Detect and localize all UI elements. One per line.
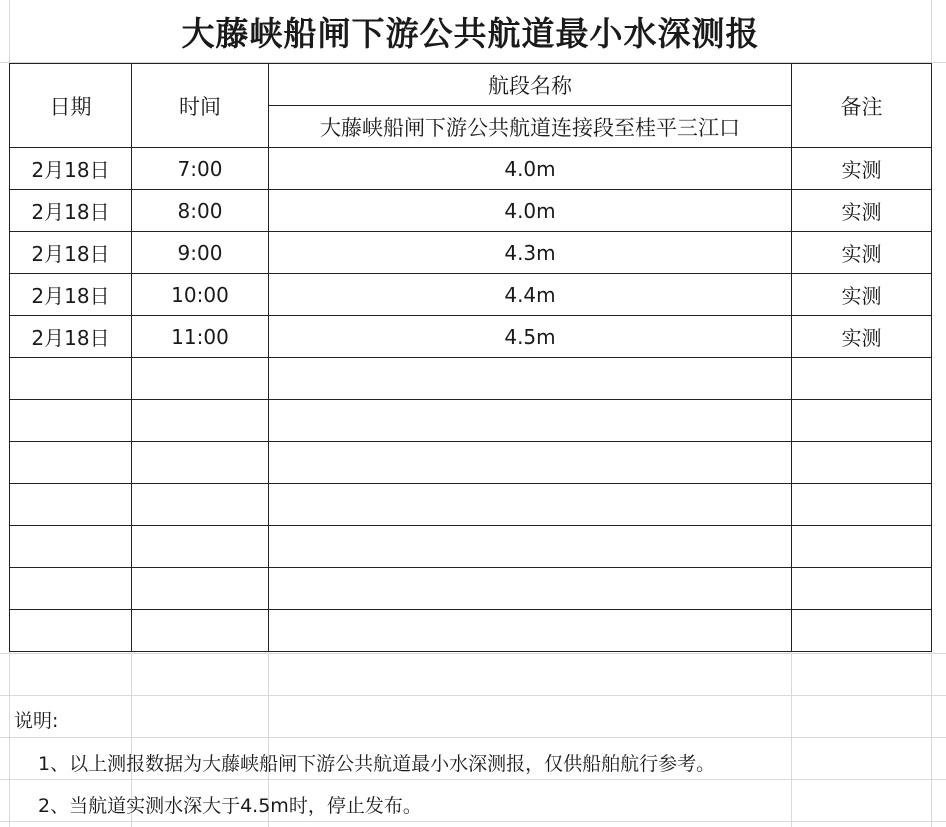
empty-cell[interactable] xyxy=(792,526,932,568)
header-date[interactable]: 日期 xyxy=(10,64,132,148)
cell-time[interactable]: 9:00 xyxy=(132,232,269,274)
empty-cell[interactable] xyxy=(132,400,269,442)
empty-cell[interactable] xyxy=(269,484,792,526)
empty-cell[interactable] xyxy=(269,526,792,568)
empty-row xyxy=(10,610,932,652)
empty-cell[interactable] xyxy=(10,358,132,400)
note-item-1: 1、以上测报数据为大藤峡船闸下游公共航道最小水深测报，仅供船舶航行参考。 xyxy=(38,753,716,775)
cell-depth[interactable]: 4.0m xyxy=(269,190,792,232)
empty-cell[interactable] xyxy=(10,610,132,652)
note-item-2: 2、当航道实测水深大于4.5m时，停止发布。 xyxy=(38,795,422,817)
empty-cell[interactable] xyxy=(132,358,269,400)
table-row xyxy=(10,190,932,232)
empty-cell[interactable] xyxy=(10,400,132,442)
empty-row xyxy=(10,358,932,400)
cell-date[interactable]: 2月18日 xyxy=(10,190,132,232)
cell-remark[interactable]: 实测 xyxy=(792,148,932,190)
empty-cell[interactable] xyxy=(792,400,932,442)
empty-cell[interactable] xyxy=(10,568,132,610)
cell-remark[interactable]: 实测 xyxy=(792,274,932,316)
empty-row xyxy=(10,568,932,610)
cell-time[interactable]: 8:00 xyxy=(132,190,269,232)
depth-report-table xyxy=(9,63,932,652)
table-row xyxy=(10,148,932,190)
empty-row xyxy=(10,526,932,568)
empty-cell[interactable] xyxy=(269,400,792,442)
cell-date[interactable]: 2月18日 xyxy=(10,232,132,274)
table-row xyxy=(10,316,932,358)
empty-cell[interactable] xyxy=(10,484,132,526)
cell-date[interactable]: 2月18日 xyxy=(10,316,132,358)
header-remark[interactable]: 备注 xyxy=(792,64,932,148)
table-row xyxy=(10,232,932,274)
empty-cell[interactable] xyxy=(10,442,132,484)
empty-cell[interactable] xyxy=(792,568,932,610)
cell-time[interactable]: 11:00 xyxy=(132,316,269,358)
table-row xyxy=(10,274,932,316)
empty-cell[interactable] xyxy=(269,442,792,484)
cell-depth[interactable]: 4.0m xyxy=(269,148,792,190)
cell-remark[interactable]: 实测 xyxy=(792,316,932,358)
header-time[interactable]: 时间 xyxy=(132,64,269,148)
empty-row xyxy=(10,484,932,526)
cell-date[interactable]: 2月18日 xyxy=(10,148,132,190)
empty-cell[interactable] xyxy=(792,358,932,400)
cell-date[interactable]: 2月18日 xyxy=(10,274,132,316)
empty-cell[interactable] xyxy=(269,358,792,400)
empty-cell[interactable] xyxy=(132,610,269,652)
empty-cell[interactable] xyxy=(792,442,932,484)
empty-cell[interactable] xyxy=(132,568,269,610)
empty-cell[interactable] xyxy=(10,526,132,568)
header-section-name[interactable]: 航段名称 xyxy=(269,64,792,106)
empty-cell[interactable] xyxy=(132,484,269,526)
empty-cell[interactable] xyxy=(269,568,792,610)
empty-cell[interactable] xyxy=(269,610,792,652)
cell-time[interactable]: 7:00 xyxy=(132,148,269,190)
header-row xyxy=(10,64,932,106)
cell-depth[interactable]: 4.4m xyxy=(269,274,792,316)
empty-row xyxy=(10,442,932,484)
notes-label: 说明: xyxy=(14,710,59,732)
empty-cell[interactable] xyxy=(792,610,932,652)
report-title: 大藤峡船闸下游公共航道最小水深测报 xyxy=(10,0,931,62)
header-section-value[interactable]: 大藤峡船闸下游公共航道连接段至桂平三江口 xyxy=(269,106,792,148)
cell-remark[interactable]: 实测 xyxy=(792,232,932,274)
empty-cell[interactable] xyxy=(132,442,269,484)
empty-row xyxy=(10,400,932,442)
cell-time[interactable]: 10:00 xyxy=(132,274,269,316)
cell-remark[interactable]: 实测 xyxy=(792,190,932,232)
empty-cell[interactable] xyxy=(132,526,269,568)
cell-depth[interactable]: 4.5m xyxy=(269,316,792,358)
empty-cell[interactable] xyxy=(792,484,932,526)
cell-depth[interactable]: 4.3m xyxy=(269,232,792,274)
